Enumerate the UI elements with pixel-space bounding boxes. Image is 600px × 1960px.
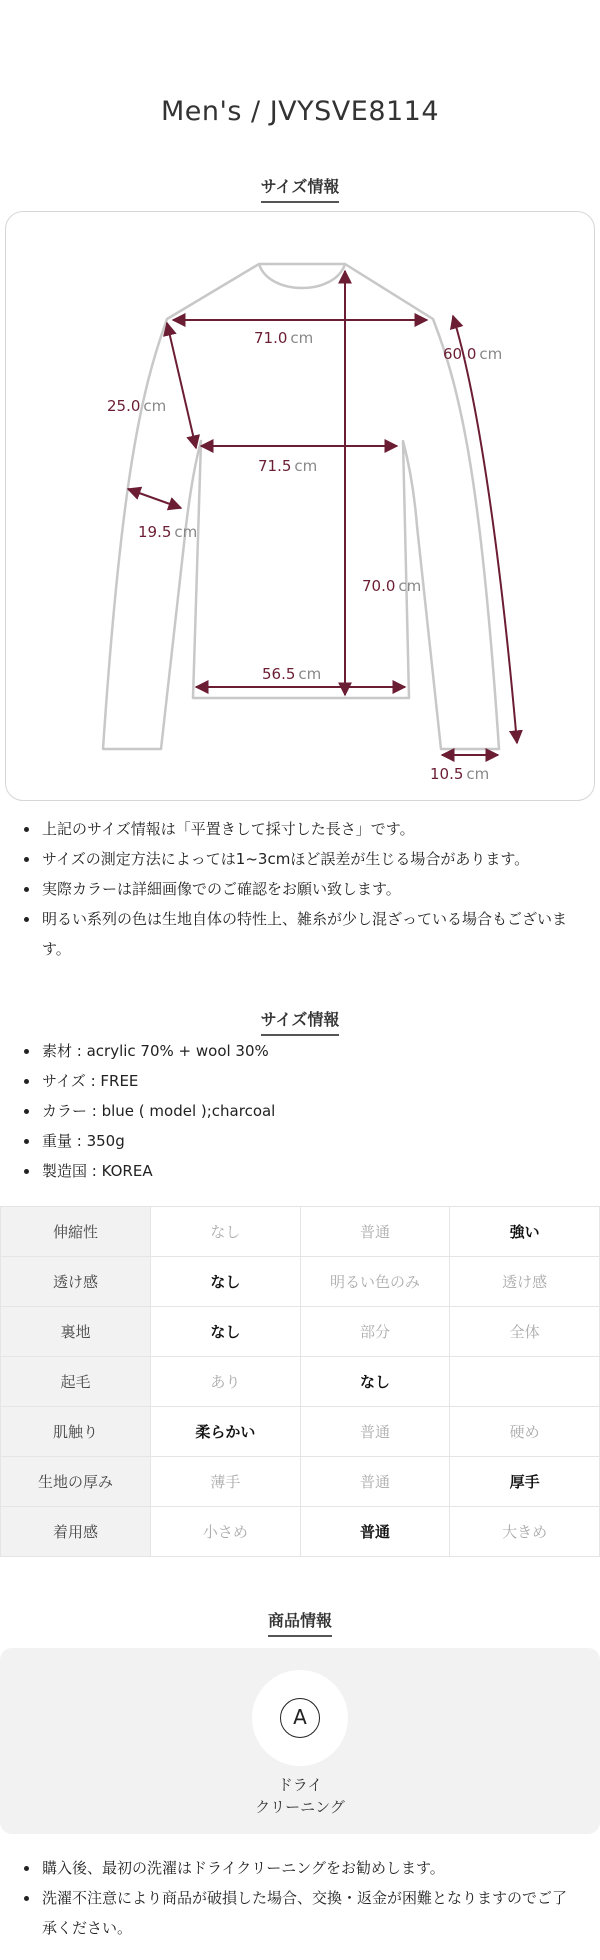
table-row [1, 1457, 600, 1507]
spec-weight: 重量 : 350g [0, 1126, 600, 1156]
spec-color: カラー : blue ( model );charcoal [0, 1096, 600, 1126]
measure-chest: 71.5 cm [258, 457, 318, 475]
table-row [1, 1307, 600, 1357]
attribute-option: 薄手 [151, 1457, 301, 1507]
attribute-option [450, 1357, 600, 1407]
attribute-option-selected: 厚手 [450, 1457, 600, 1507]
measure-cuff: 10.5 cm [430, 765, 490, 783]
attribute-option: 明るい色のみ [300, 1257, 450, 1307]
size-notes-list [0, 814, 600, 964]
care-info-box [0, 1648, 600, 1834]
spec-heading: サイズ情報 [0, 1007, 600, 1036]
line-shoulder [167, 323, 196, 448]
attribute-option-selected: なし [300, 1357, 450, 1407]
attribute-label: 起毛 [1, 1357, 151, 1407]
attribute-option: 普通 [300, 1457, 450, 1507]
attribute-label: 裏地 [1, 1307, 151, 1357]
spec-material: 素材 : acrylic 70% + wool 30% [0, 1036, 600, 1066]
attribute-option-selected: 普通 [300, 1507, 450, 1557]
attribute-option: 大きめ [450, 1507, 600, 1557]
size-info-heading: サイズ情報 [0, 174, 600, 203]
attribute-option-selected: なし [151, 1257, 301, 1307]
attribute-label: 透け感 [1, 1257, 151, 1307]
attribute-option: 全体 [450, 1307, 600, 1357]
attribute-option-selected: なし [151, 1307, 301, 1357]
attribute-option: 小さめ [151, 1507, 301, 1557]
care-icon-circle [252, 1670, 348, 1766]
measure-shoulder: 25.0 cm [107, 397, 167, 415]
measure-hem: 56.5 cm [262, 665, 322, 683]
spec-list [0, 1036, 600, 1186]
attribute-option-selected: 柔らかい [151, 1407, 301, 1457]
size-diagram [5, 211, 595, 801]
measure-sleeve-length: 60.0 cm [443, 345, 503, 363]
care-label: ドライ クリーニング [255, 1776, 345, 1816]
attribute-option: 普通 [300, 1207, 450, 1257]
attribute-option: なし [151, 1207, 301, 1257]
measurement-lines [128, 271, 517, 755]
measure-body-length: 70.0 cm [362, 577, 422, 595]
measure-armhole: 19.5 cm [138, 523, 198, 541]
table-row [1, 1257, 600, 1307]
spec-size: サイズ : FREE [0, 1066, 600, 1096]
line-armhole [128, 489, 181, 508]
list-item: 明るい系列の色は生地自体の特性上、雑糸が少し混ざっている場合もございます。 [0, 904, 600, 964]
list-item: 上記のサイズ情報は「平置きして採寸した長さ」です。 [0, 814, 600, 844]
dry-clean-icon: A [280, 1698, 320, 1738]
attribute-label: 着用感 [1, 1507, 151, 1557]
attribute-option: 普通 [300, 1407, 450, 1457]
care-notes-list [0, 1853, 600, 1943]
attribute-option: 透け感 [450, 1257, 600, 1307]
list-item: 購入後、最初の洗濯はドライクリーニングをお勧めします。 [0, 1853, 600, 1883]
attribute-option-selected: 強い [450, 1207, 600, 1257]
attribute-option: 部分 [300, 1307, 450, 1357]
attribute-label: 肌触り [1, 1407, 151, 1457]
product-info-heading: 商品情報 [0, 1608, 600, 1637]
list-item: 洗濯不注意により商品が破損した場合、交換・返金が困難となりますのでご了承ください。 [0, 1883, 600, 1943]
list-item: サイズの測定方法によっては1~3cmほど誤差が生じる場合があります。 [0, 844, 600, 874]
table-row [1, 1407, 600, 1457]
table-row [1, 1207, 600, 1257]
attribute-option: 硬め [450, 1407, 600, 1457]
attribute-option: あり [151, 1357, 301, 1407]
table-row [1, 1507, 600, 1557]
table-row [1, 1357, 600, 1407]
attribute-label: 生地の厚み [1, 1457, 151, 1507]
attribute-label: 伸縮性 [1, 1207, 151, 1257]
spec-origin: 製造国 : KOREA [0, 1156, 600, 1186]
list-item: 実際カラーは詳細画像でのご確認をお願い致します。 [0, 874, 600, 904]
product-title: Men's / JVYSVE8114 [160, 96, 440, 127]
fabric-attributes-table [0, 1206, 600, 1557]
line-sleeve-length [453, 316, 517, 743]
measure-chest-top: 71.0 cm [254, 329, 314, 347]
